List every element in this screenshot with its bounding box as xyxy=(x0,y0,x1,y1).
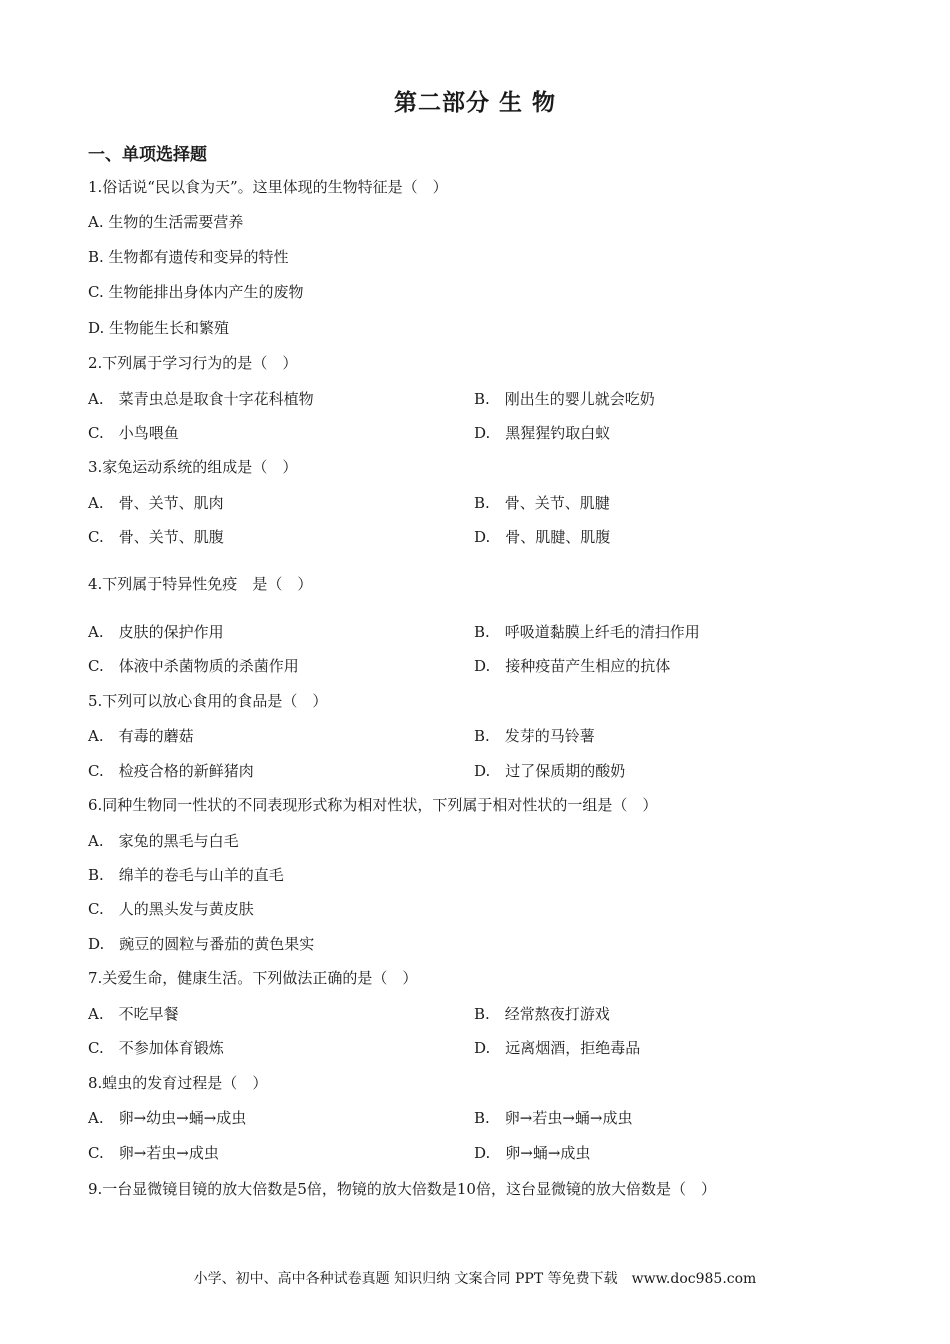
page-title: 第二部分 生 物 xyxy=(393,89,556,116)
question-6-option-a: A. 家兔的黑毛与白毛 xyxy=(88,832,239,850)
question-5-option-d: D. 过了保质期的酸奶 xyxy=(474,762,626,780)
question-2-option-b: B. 刚出生的婴儿就会吃奶 xyxy=(474,390,655,408)
question-7-option-d: D. 远离烟酒，拒绝毒品 xyxy=(474,1039,641,1057)
question-5-stem: 5.下列可以放心食用的食品是（ ） xyxy=(88,692,328,710)
question-6-stem: 6.同种生物同一性状的不同表现形式称为相对性状，下列属于相对性状的一组是（ ） xyxy=(88,796,658,814)
question-4-option-a: A. 皮肤的保护作用 xyxy=(88,623,224,641)
page-footer: 小学、初中、高中各种试卷真题 知识归纳 文案合同 PPT 等免费下载 www.doc985.com xyxy=(193,1271,757,1287)
question-8-option-b: B. 卵→若虫→蛹→成虫 xyxy=(474,1109,633,1127)
question-1-option-d: D. 生物能生长和繁殖 xyxy=(88,319,230,337)
question-2-stem: 2.下列属于学习行为的是（ ） xyxy=(88,354,298,372)
question-4-option-b: B. 呼吸道黏膜上纤毛的清扫作用 xyxy=(474,623,700,641)
question-5-option-c: C. 检疫合格的新鲜猪肉 xyxy=(88,762,254,780)
question-2-option-c: C. 小鸟喂鱼 xyxy=(88,424,179,442)
question-8-option-a: A. 卵→幼虫→蛹→成虫 xyxy=(88,1109,247,1127)
question-1-option-c: C. 生物能排出身体内产生的废物 xyxy=(88,283,304,301)
question-1-stem: 1.俗话说“民以食为天”。这里体现的生物特征是（ ） xyxy=(88,178,448,196)
question-7-option-a: A. 不吃早餐 xyxy=(88,1005,179,1023)
question-4-stem: 4.下列属于特异性免疫 是（ ） xyxy=(88,575,313,593)
section-heading: 一、单项选择题 xyxy=(88,145,207,165)
question-2-option-a: A. 菜青虫总是取食十字花科植物 xyxy=(88,390,314,408)
question-8-stem: 8.蝗虫的发育过程是（ ） xyxy=(88,1074,268,1092)
question-3-stem: 3.家兔运动系统的组成是（ ） xyxy=(88,458,298,476)
question-7-stem: 7.关爱生命，健康生活。下列做法正确的是（ ） xyxy=(88,969,418,987)
question-3-option-b: B. 骨、关节、肌腱 xyxy=(474,494,610,512)
question-7-option-c: C. 不参加体育锻炼 xyxy=(88,1039,224,1057)
question-6-option-d: D. 豌豆的圆粒与番茄的黄色果实 xyxy=(88,935,315,953)
question-6-option-c: C. 人的黑头发与黄皮肤 xyxy=(88,900,254,918)
question-3-option-c: C. 骨、关节、肌腹 xyxy=(88,528,224,546)
question-4-option-c: C. 体液中杀菌物质的杀菌作用 xyxy=(88,657,299,675)
question-3-option-d: D. 骨、肌腱、肌腹 xyxy=(474,528,611,546)
question-3-option-a: A. 骨、关节、肌肉 xyxy=(88,494,224,512)
question-8-option-d: D. 卵→蛹→成虫 xyxy=(474,1144,591,1162)
question-6-option-b: B. 绵羊的卷毛与山羊的直毛 xyxy=(88,866,284,884)
question-7-option-b: B. 经常熬夜打游戏 xyxy=(474,1005,610,1023)
question-8-option-c: C. 卵→若虫→成虫 xyxy=(88,1144,219,1162)
question-9-stem: 9.一台显微镜目镜的放大倍数是5倍，物镜的放大倍数是10倍，这台显微镜的放大倍数是（ ） xyxy=(88,1180,716,1198)
question-5-option-b: B. 发芽的马铃薯 xyxy=(474,727,595,745)
question-1-option-a: A. 生物的生活需要营养 xyxy=(88,213,244,231)
question-5-option-a: A. 有毒的蘑菇 xyxy=(88,727,194,745)
question-1-option-b: B. 生物都有遗传和变异的特性 xyxy=(88,248,289,266)
question-4-option-d: D. 接种疫苗产生相应的抗体 xyxy=(474,657,671,675)
question-2-option-d: D. 黑猩猩钓取白蚁 xyxy=(474,424,611,442)
